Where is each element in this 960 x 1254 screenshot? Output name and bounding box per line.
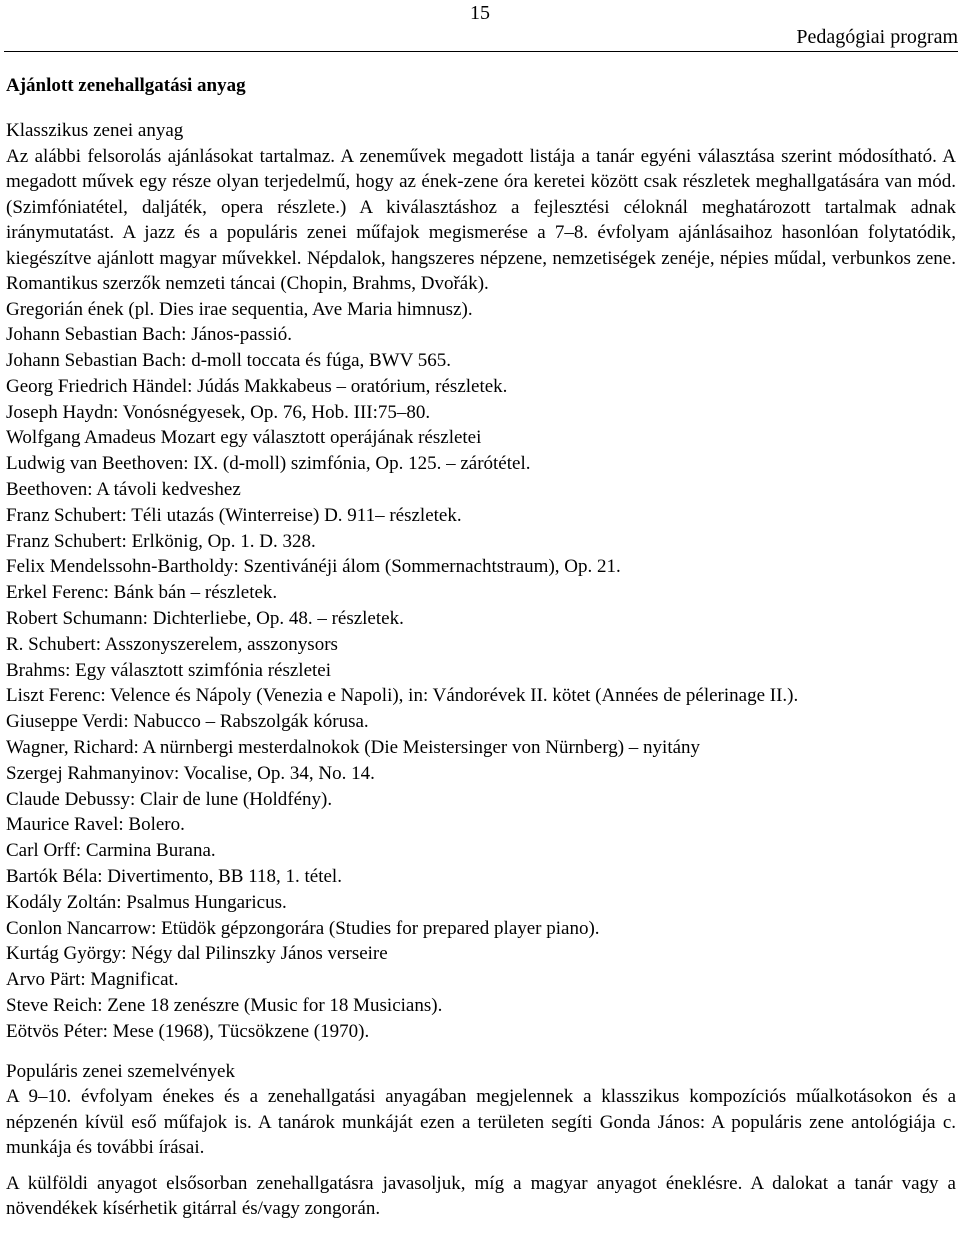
work-list-item: Bartók Béla: Divertimento, BB 118, 1. tétel.: [6, 866, 342, 888]
work-list-item: Wolfgang Amadeus Mozart egy választott operájának részletei: [6, 427, 482, 449]
work-list-item: Ludwig van Beethoven: IX. (d-moll) szimfónia, Op. 125. – zárótétel.: [6, 453, 531, 475]
work-list-item: Erkel Ferenc: Bánk bán – részletek.: [6, 582, 278, 604]
work-list-item: Steve Reich: Zene 18 zenészre (Music for 18 Musicians).: [6, 995, 443, 1017]
work-list-item: Brahms: Egy választott szimfónia részletei: [6, 659, 332, 681]
work-list-item: Franz Schubert: Téli utazás (Winterreise) D. 911– részletek.: [6, 504, 462, 526]
work-list-item: Robert Schumann: Dichterliebe, Op. 48. – részletek.: [6, 608, 404, 630]
work-list-item: Franz Schubert: Erlkönig, Op. 1. D. 328.: [6, 530, 316, 552]
work-list-item: Wagner, Richard: A nürnbergi mesterdalnokok (Die Meistersinger von Nürnberg) – nyitány: [6, 737, 701, 759]
section-title: Ajánlott zenehallgatási anyag: [6, 75, 246, 96]
popular-paragraph-1: A 9–10. évfolyam énekes és a zenehallgatási anyagában megjelennek a klasszikus kompozíciós műalkotásokon és a népzenén kívül eső műfajok is. A tanárok munkáját ezen a területen segíti Gonda János: A populáris zene antológiája c. munkája és további írásai.: [6, 1086, 956, 1159]
work-list-item: Johann Sebastian Bach: János-passió.: [6, 324, 293, 346]
running-head: Pedagógiai program: [796, 26, 958, 48]
page-content: [6, 70, 956, 1222]
work-list-item: Gregorián ének (pl. Dies irae sequentia, Ave Maria himnusz).: [6, 298, 473, 320]
page-header: [0, 0, 960, 52]
work-list-item: Arvo Pärt: Magnificat.: [6, 969, 179, 991]
work-list-item: Claude Debussy: Clair de lune (Holdfény).: [6, 788, 333, 810]
work-list-item: Joseph Haydn: Vonósnégyesek, Op. 76, Hob. III:75–80.: [6, 401, 431, 423]
work-list-item: Eötvös Péter: Mese (1968), Tücsökzene (1970).: [6, 1020, 370, 1042]
work-list-item: R. Schubert: Asszonyszerelem, asszonysors: [6, 633, 338, 655]
work-list-item: Georg Friedrich Händel: Júdás Makkabeus – oratórium, részletek.: [6, 375, 508, 397]
work-list-item: Beethoven: A távoli kedveshez: [6, 479, 241, 501]
work-list-item: Szergej Rahmanyinov: Vocalise, Op. 34, No. 14.: [6, 762, 375, 784]
page-number: 15: [470, 2, 490, 24]
popular-paragraph-2: A külföldi anyagot elsősorban zenehallgatásra javasoljuk, míg a magyar anyagot éneklésre. A dalokat a tanár vagy a növendékek kísérhetik gitárral és/vagy zongorán.: [6, 1172, 956, 1220]
classical-intro: Az alábbi felsorolás ajánlásokat tartalmaz. A zeneművek megadott listája a tanár egyéni választása szerint módosítható. A megadott művek egy része olyan terjedelmű, hogy az ének-zene óra keretei között csak részletek meghallgatására van mód. (Szimfóniatétel, daljáték, opera részlete.) A kiválasztáshoz a fejlesztési céloknál meghatározott tartalmak adnak iránymutatást. A jazz és a populáris zenei műfajok megismerése a 7–8. évfolyam ajánlásaihoz hasonlóan folytatódik, kiegészítve ajánlott magyar művekkel. Népdalok, hangszeres népzene, nemzetiségek zenéje, népies műdal, verbunkos zene. Romantikus szerzők nemzeti táncai (Chopin, Brahms, Dvořák).: [6, 145, 956, 294]
work-list-item: Kodály Zoltán: Psalmus Hungaricus.: [6, 891, 287, 913]
work-list-item: Johann Sebastian Bach: d-moll toccata és fúga, BWV 565.: [6, 350, 451, 372]
work-list-item: Liszt Ferenc: Velence és Nápoly (Venezia e Napoli), in: Vándorévek II. kötet (Années de pélerinage II.).: [6, 685, 799, 707]
classical-subtitle: Klasszikus zenei anyag: [6, 120, 184, 141]
works-list: [6, 297, 956, 1045]
header-rule: [4, 51, 958, 52]
work-list-item: Conlon Nancarrow: Etüdök gépzongorára (Studies for prepared player piano).: [6, 917, 600, 939]
work-list-item: Giuseppe Verdi: Nabucco – Rabszolgák kórusa.: [6, 711, 369, 733]
work-list-item: Kurtág György: Négy dal Pilinszky János verseire: [6, 943, 388, 965]
work-list-item: Maurice Ravel: Bolero.: [6, 814, 185, 836]
popular-subtitle: Populáris zenei szemelvények: [6, 1060, 235, 1082]
work-list-item: Felix Mendelssohn-Bartholdy: Szentivánéji álom (Sommernachtstraum), Op. 21.: [6, 556, 621, 578]
work-list-item: Carl Orff: Carmina Burana.: [6, 840, 216, 862]
